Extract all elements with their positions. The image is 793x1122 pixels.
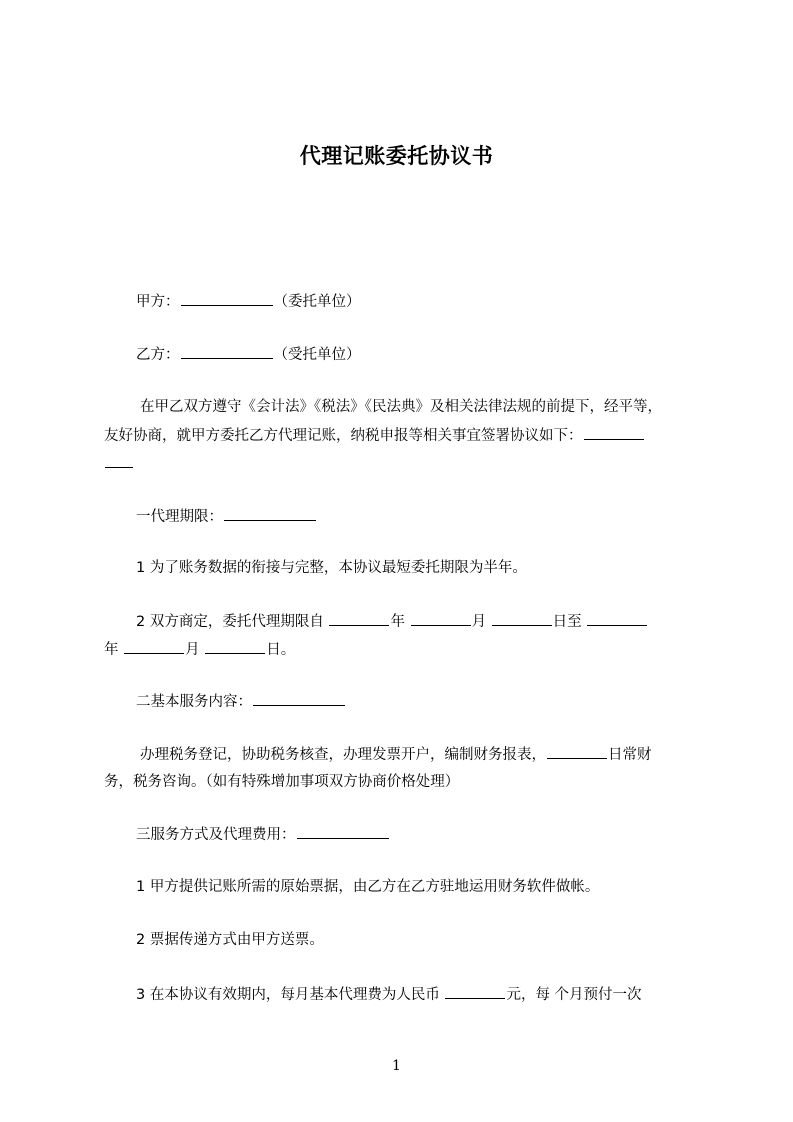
end-day-label: 日。: [266, 642, 296, 658]
section1-item1: 1 为了账务数据的衔接与完整，本协议最短委托期限为半年。: [136, 560, 527, 576]
section2-text-suffix: 日常财: [608, 747, 652, 763]
section2-heading-line: [104, 691, 736, 712]
end-month-blank: [124, 639, 184, 654]
section3-item1: 1 甲方提供记账所需的原始票据，由乙方在乙方驻地运用财务软件做帐。: [136, 879, 600, 895]
section3-heading-line: [104, 824, 736, 845]
party-b-blank: [181, 344, 273, 359]
page-number: 1: [392, 1058, 401, 1074]
section3-item3: [104, 984, 736, 1005]
start-month-label: 月: [471, 614, 487, 630]
section3-blank: [297, 824, 389, 839]
section1-blank: [224, 506, 316, 521]
section1-item2-line1: [104, 611, 736, 632]
section2-line-2: 务，税务咨询。（如有特殊增加事项双方协商价格处理）: [104, 774, 460, 790]
preamble-blank-cont: [105, 453, 133, 468]
start-month-blank: [411, 611, 471, 626]
start-year-label: 年: [390, 614, 405, 630]
party-a-line: [104, 291, 736, 312]
start-year-blank: [329, 611, 389, 626]
end-year-blank: [587, 611, 647, 626]
section2-text-prefix: 办理税务登记，协助税务核查，办理发票开户，编制财务报表，: [140, 747, 546, 763]
preamble-line-3: [104, 453, 704, 474]
preamble-text: 友好协商，就甲方委托乙方代理记账，纳税申报等相关事宜签署协议如下：: [104, 428, 583, 444]
section1-item2-prefix: 2 双方商定，委托代理期限自: [136, 614, 324, 630]
section1-heading-line: [104, 506, 736, 527]
section2-blank: [253, 691, 345, 706]
section2-service-blank: [547, 744, 607, 759]
section1-heading: 一代理期限：: [136, 509, 223, 525]
party-b-label: 乙方：: [136, 347, 180, 363]
section3-heading: 三服务方式及代理费用：: [136, 827, 296, 843]
party-b-line: [104, 344, 736, 365]
section3-item3-suffix: 元，每 个月预付一次: [506, 987, 642, 1003]
section2-line-1: [104, 744, 740, 765]
party-a-label: 甲方：: [136, 294, 180, 310]
end-day-blank: [205, 639, 265, 654]
start-day-blank: [492, 611, 552, 626]
end-year-label: 年: [104, 642, 119, 658]
party-b-note: （受托单位）: [273, 347, 361, 363]
preamble-blank: [584, 425, 644, 440]
start-day-to-label: 日至: [552, 614, 582, 630]
section1-item2-line2: [104, 639, 704, 660]
party-a-note: （委托单位）: [273, 294, 361, 310]
preamble-line-1: 在甲乙双方遵守《会计法》《税法》《民法典》及相关法律法规的前提下，经平等，: [140, 399, 662, 415]
section2-heading: 二基本服务内容：: [136, 694, 252, 710]
section3-item2: 2 票据传递方式由甲方送票。: [136, 932, 324, 948]
section3-item3-prefix: 3 在本协议有效期内，每月基本代理费为人民币: [136, 987, 440, 1003]
fee-amount-blank: [445, 984, 505, 999]
end-month-label: 月: [185, 642, 200, 658]
document-title: 代理记账委托协议书: [299, 144, 494, 168]
preamble-line-2: [104, 425, 704, 446]
party-a-blank: [181, 291, 273, 306]
